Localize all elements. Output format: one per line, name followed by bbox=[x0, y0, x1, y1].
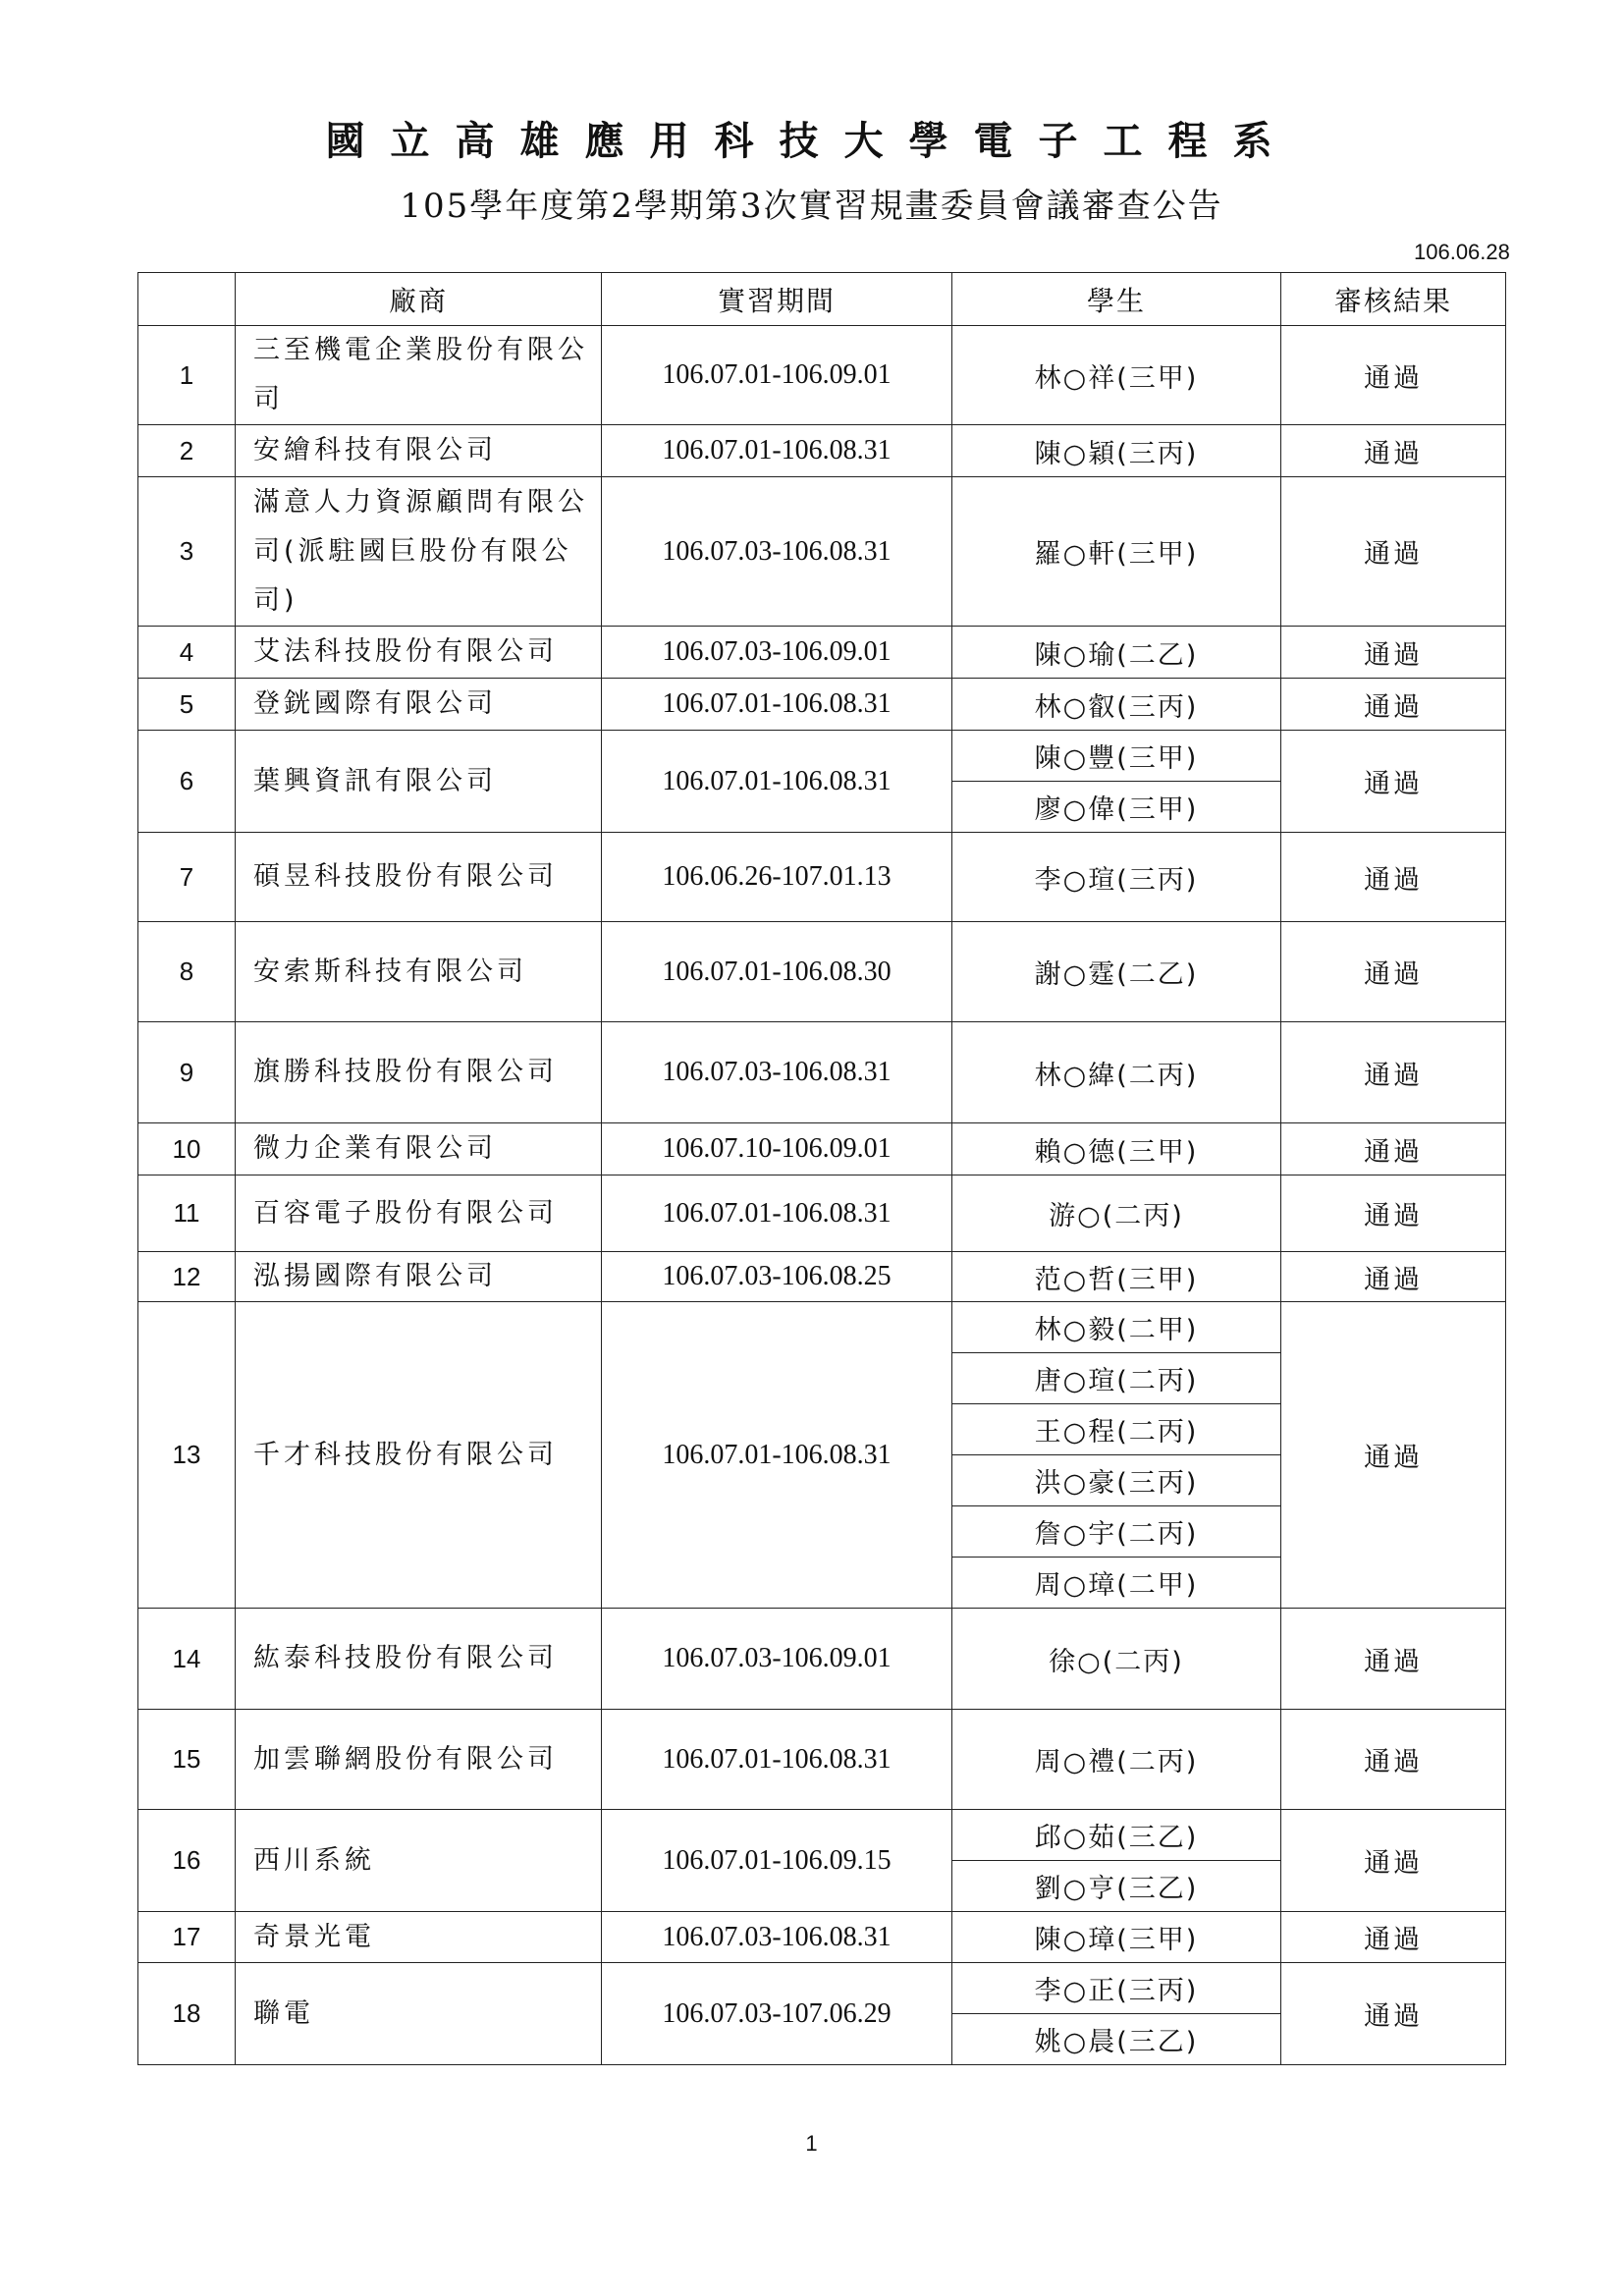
vendor-cell: 安索斯科技有限公司 bbox=[236, 922, 602, 1022]
period-cell: 106.07.01-106.08.31 bbox=[602, 731, 952, 833]
period-cell: 106.07.01-106.08.30 bbox=[602, 922, 952, 1022]
row-number: 13 bbox=[138, 1302, 236, 1609]
vendor-cell: 千才科技股份有限公司 bbox=[236, 1302, 602, 1609]
header-period: 實習期間 bbox=[602, 273, 952, 326]
vendor-cell: 滿意人力資源顧問有限公司(派駐國巨股份有限公司) bbox=[236, 477, 602, 627]
vendor-cell: 泓揚國際有限公司 bbox=[236, 1252, 602, 1302]
result-cell: 通過 bbox=[1281, 1252, 1506, 1302]
student-cell: 廖○偉(三甲) bbox=[952, 782, 1281, 833]
vendor-cell: 奇景光電 bbox=[236, 1912, 602, 1963]
student-cell: 范○哲(三甲) bbox=[952, 1252, 1281, 1302]
table-row bbox=[138, 1175, 1506, 1252]
document-subtitle: 105學年度第2學期第3次實習規畫委員會議審查公告 bbox=[400, 187, 1223, 226]
row-number: 18 bbox=[138, 1963, 236, 2065]
vendor-cell: 百容電子股份有限公司 bbox=[236, 1175, 602, 1252]
table-row bbox=[138, 477, 1506, 627]
result-cell: 通過 bbox=[1281, 1810, 1506, 1912]
student-cell: 詹○宇(二丙) bbox=[952, 1506, 1281, 1558]
table-row bbox=[138, 1609, 1506, 1710]
table-row bbox=[138, 731, 1506, 782]
result-cell: 通過 bbox=[1281, 1302, 1506, 1609]
row-number: 16 bbox=[138, 1810, 236, 1912]
period-cell: 106.07.03-106.08.31 bbox=[602, 1022, 952, 1123]
vendor-cell: 登銧國際有限公司 bbox=[236, 679, 602, 731]
table-row bbox=[138, 833, 1506, 922]
student-cell: 陳○豐(三甲) bbox=[952, 731, 1281, 782]
student-cell: 林○毅(二甲) bbox=[952, 1302, 1281, 1353]
period-cell: 106.07.03-106.08.31 bbox=[602, 477, 952, 627]
student-cell: 謝○霆(二乙) bbox=[952, 922, 1281, 1022]
period-cell: 106.07.03-107.06.29 bbox=[602, 1963, 952, 2065]
student-cell: 王○程(二丙) bbox=[952, 1404, 1281, 1455]
student-cell: 陳○瑜(二乙) bbox=[952, 627, 1281, 679]
row-number: 17 bbox=[138, 1912, 236, 1963]
vendor-cell: 艾法科技股份有限公司 bbox=[236, 627, 602, 679]
vendor-cell: 旗勝科技股份有限公司 bbox=[236, 1022, 602, 1123]
vendor-cell: 紘泰科技股份有限公司 bbox=[236, 1609, 602, 1710]
row-number: 14 bbox=[138, 1609, 236, 1710]
row-number: 11 bbox=[138, 1175, 236, 1252]
vendor-cell: 西川系統 bbox=[236, 1810, 602, 1912]
vendor-cell: 微力企業有限公司 bbox=[236, 1123, 602, 1175]
row-number: 15 bbox=[138, 1710, 236, 1810]
period-cell: 106.07.03-106.09.01 bbox=[602, 627, 952, 679]
result-cell: 通過 bbox=[1281, 922, 1506, 1022]
student-cell: 唐○瑄(二丙) bbox=[952, 1353, 1281, 1404]
period-cell: 106.07.01-106.08.31 bbox=[602, 425, 952, 477]
row-number: 3 bbox=[138, 477, 236, 627]
row-number: 10 bbox=[138, 1123, 236, 1175]
student-cell: 林○緯(二丙) bbox=[952, 1022, 1281, 1123]
student-cell: 周○璋(二甲) bbox=[952, 1558, 1281, 1609]
period-cell: 106.07.01-106.08.31 bbox=[602, 679, 952, 731]
row-number: 1 bbox=[138, 326, 236, 425]
header-vendor: 廠商 bbox=[236, 273, 602, 326]
period-cell: 106.06.26-107.01.13 bbox=[602, 833, 952, 922]
table-row bbox=[138, 1810, 1506, 1861]
row-number: 8 bbox=[138, 922, 236, 1022]
row-number: 6 bbox=[138, 731, 236, 833]
table-row bbox=[138, 1302, 1506, 1353]
header-number bbox=[138, 273, 236, 326]
result-cell: 通過 bbox=[1281, 679, 1506, 731]
period-cell: 106.07.01-106.09.15 bbox=[602, 1810, 952, 1912]
row-number: 7 bbox=[138, 833, 236, 922]
vendor-cell: 聯電 bbox=[236, 1963, 602, 2065]
announcement-date: 106.06.28 bbox=[1414, 240, 1510, 264]
student-cell: 陳○穎(三丙) bbox=[952, 425, 1281, 477]
period-cell: 106.07.10-106.09.01 bbox=[602, 1123, 952, 1175]
table-row bbox=[138, 1710, 1506, 1810]
result-cell: 通過 bbox=[1281, 1609, 1506, 1710]
student-cell: 李○正(三丙) bbox=[952, 1963, 1281, 2014]
table-row bbox=[138, 425, 1506, 477]
table-body bbox=[138, 326, 1506, 2065]
table-row bbox=[138, 1123, 1506, 1175]
student-cell: 姚○晨(三乙) bbox=[952, 2014, 1281, 2065]
student-cell: 林○叡(三丙) bbox=[952, 679, 1281, 731]
student-cell: 賴○德(三甲) bbox=[952, 1123, 1281, 1175]
period-cell: 106.07.03-106.09.01 bbox=[602, 1609, 952, 1710]
table-row bbox=[138, 1963, 1506, 2014]
period-cell: 106.07.01-106.09.01 bbox=[602, 326, 952, 425]
result-cell: 通過 bbox=[1281, 425, 1506, 477]
table-row bbox=[138, 679, 1506, 731]
student-cell: 周○禮(二丙) bbox=[952, 1710, 1281, 1810]
student-cell: 游○(二丙) bbox=[952, 1175, 1281, 1252]
result-cell: 通過 bbox=[1281, 627, 1506, 679]
result-cell: 通過 bbox=[1281, 833, 1506, 922]
row-number: 4 bbox=[138, 627, 236, 679]
row-number: 12 bbox=[138, 1252, 236, 1302]
table-row bbox=[138, 1912, 1506, 1963]
result-cell: 通過 bbox=[1281, 1175, 1506, 1252]
student-cell: 劉○亨(三乙) bbox=[952, 1861, 1281, 1912]
row-number: 2 bbox=[138, 425, 236, 477]
result-cell: 通過 bbox=[1281, 1710, 1506, 1810]
review-results-table bbox=[137, 272, 1506, 2065]
table-row bbox=[138, 1022, 1506, 1123]
student-cell: 林○祥(三甲) bbox=[952, 326, 1281, 425]
page-number: 1 bbox=[805, 2131, 818, 2156]
student-cell: 陳○璋(三甲) bbox=[952, 1912, 1281, 1963]
result-cell: 通過 bbox=[1281, 731, 1506, 833]
student-cell: 羅○軒(三甲) bbox=[952, 477, 1281, 627]
period-cell: 106.07.01-106.08.31 bbox=[602, 1302, 952, 1609]
vendor-cell: 加雲聯網股份有限公司 bbox=[236, 1710, 602, 1810]
result-cell: 通過 bbox=[1281, 326, 1506, 425]
period-cell: 106.07.03-106.08.31 bbox=[602, 1912, 952, 1963]
table-header-row bbox=[138, 273, 1506, 326]
student-cell: 徐○(二丙) bbox=[952, 1609, 1281, 1710]
table-row bbox=[138, 627, 1506, 679]
period-cell: 106.07.03-106.08.25 bbox=[602, 1252, 952, 1302]
period-cell: 106.07.01-106.08.31 bbox=[602, 1175, 952, 1252]
vendor-cell: 三至機電企業股份有限公司 bbox=[236, 326, 602, 425]
period-cell: 106.07.01-106.08.31 bbox=[602, 1710, 952, 1810]
table-row bbox=[138, 1252, 1506, 1302]
student-cell: 李○瑄(三丙) bbox=[952, 833, 1281, 922]
review-table-container bbox=[137, 272, 1506, 2065]
vendor-cell: 葉興資訊有限公司 bbox=[236, 731, 602, 833]
row-number: 5 bbox=[138, 679, 236, 731]
vendor-cell: 安繪科技有限公司 bbox=[236, 425, 602, 477]
table-row bbox=[138, 326, 1506, 425]
result-cell: 通過 bbox=[1281, 1912, 1506, 1963]
result-cell: 通過 bbox=[1281, 1123, 1506, 1175]
table-row bbox=[138, 922, 1506, 1022]
document-title: 國立高雄應用科技大學電子工程系 bbox=[325, 119, 1298, 164]
header-result: 審核結果 bbox=[1281, 273, 1506, 326]
result-cell: 通過 bbox=[1281, 1022, 1506, 1123]
vendor-cell: 碩昱科技股份有限公司 bbox=[236, 833, 602, 922]
result-cell: 通過 bbox=[1281, 477, 1506, 627]
student-cell: 洪○豪(三丙) bbox=[952, 1455, 1281, 1506]
row-number: 9 bbox=[138, 1022, 236, 1123]
header-student: 學生 bbox=[952, 273, 1281, 326]
student-cell: 邱○茹(三乙) bbox=[952, 1810, 1281, 1861]
result-cell: 通過 bbox=[1281, 1963, 1506, 2065]
